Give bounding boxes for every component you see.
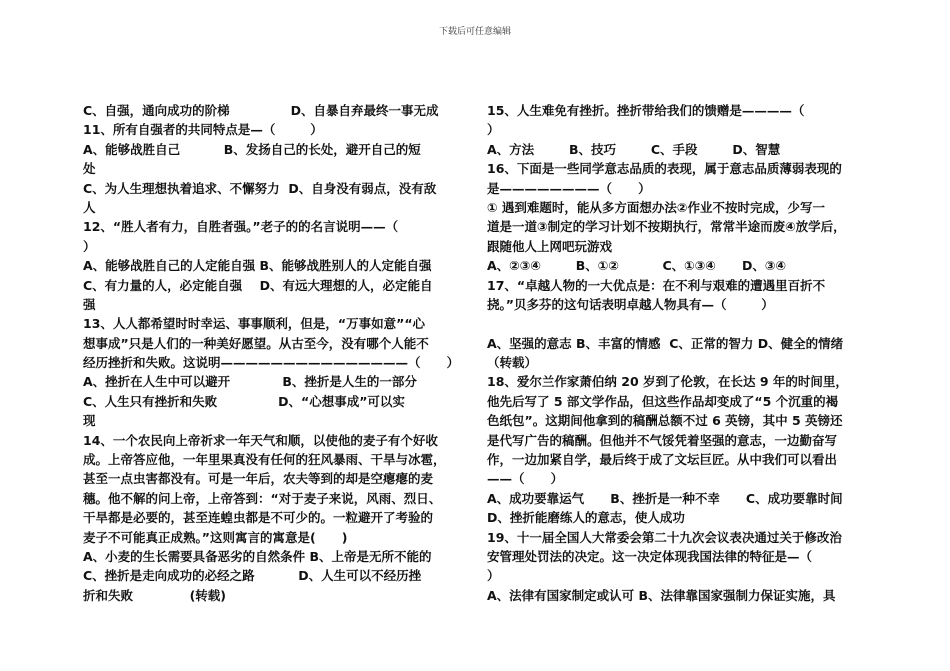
right-column <box>487 101 880 605</box>
text-line: 他先后写了 5 部文学作品，但这些作品却变成了“5 个沉重的褐 <box>487 393 839 409</box>
text-line: A、②③④ B、①② C、①③④ D、③④ <box>487 258 787 274</box>
text-line: 人 <box>83 199 96 215</box>
text-line: 16、下面是一些同学意志品质的表现，属于意志品质薄弱表现的 <box>487 161 842 177</box>
text-line: A、坚强的意志 B、丰富的情感 C、正常的智力 D、健全的情绪 <box>487 335 844 351</box>
text-line: C、人生只有挫折和失败 D、“心想事成”可以实 <box>83 393 405 409</box>
text-line: 挠。”贝多芬的这句话表明卓越人物具有—（ ） <box>487 296 774 312</box>
text-line: 17、“卓越人物的一大优点是：在不利与艰难的遭遇里百折不 <box>487 277 826 293</box>
text-line: A、能够战胜自己 B、发扬自己的长处，避开自己的短 <box>83 141 421 157</box>
page-header: 下载后可任意编辑 <box>438 27 511 37</box>
text-line: A、挫折在人生中可以避开 B、挫折是人生的一部分 <box>83 374 417 390</box>
text-line: A、法律有国家制定或认可 B、法律靠国家强制力保证实施，具 <box>487 587 836 603</box>
text-line: 道是一道③制定的学习计划不按期执行，常常半途而废④放学后， <box>487 219 846 235</box>
text-line: ——（ ） <box>487 471 564 487</box>
left-column <box>83 101 478 605</box>
text-line: 18、爱尔兰作家萧伯纳 20 岁到了伦敦，在长达 9 年的时间里， <box>487 374 848 390</box>
text-line: ） <box>83 238 96 254</box>
text-line: 12、“胜人者有力，自胜者强。”老子的的名言说明——（ <box>83 219 399 235</box>
text-line: A、成功要靠运气 B、挫折是一种不幸 C、成功要靠时间 <box>487 490 843 506</box>
text-line: 14、一个农民向上帝祈求一年天气和顺，以使他的麦子有个好收 <box>83 432 438 448</box>
text-line: 甚至一点虫害都没有。可是一年后，农夫等到的却是空瘪瘪的麦 <box>83 471 434 487</box>
text-line: C、自强，通向成功的阶梯 D、自暴自弃最终一事无成 <box>83 103 439 118</box>
text-line: D、挫折能磨练人的意志，使人成功 <box>487 510 685 526</box>
text-line: 强 <box>83 296 96 312</box>
text-line: 19、十一届全国人大常委会第二十九次会议表决通过关于修改治 <box>487 529 842 545</box>
text-line: 穗。他不解的问上帝，上帝答到：“对于麦子来说，风雨、烈日、 <box>83 490 442 506</box>
text-line: ） <box>487 122 500 138</box>
text-line: C、为人生理想执着追求、不懈努力 D、自身没有弱点，没有敌 <box>83 180 437 196</box>
text-line <box>487 314 880 333</box>
text-line: 安管理处罚法的决定。这一决定体现我国法律的特征是—（ <box>487 548 813 564</box>
text-line: 11、所有自强者的共同特点是—（ ） <box>83 122 323 138</box>
text-line: 处 <box>83 161 96 177</box>
text-line: 作，一边加紧自学，最后终于成了文坛巨匠。从中我们可以看出 <box>487 452 838 468</box>
text-line: A、方法 B、技巧 C、手段 D、智慧 <box>487 141 781 157</box>
text-line: 13、人人都希望时时幸运、事事顺利，但是，“万事如意”“心 <box>83 316 426 332</box>
text-line: C、有力量的人，必定能自强 D、有远大理想的人，必定能自 <box>83 277 433 293</box>
text-line: 想事成”只是人们的一种美好愿望。从古至今，没有哪个人能不 <box>83 335 429 351</box>
text-line: 成。上帝答应他，一年里果真没有任何的狂风暴雨、干旱与冰雹， <box>83 452 446 468</box>
text-line: 15、人生难免有挫折。挫折带给我们的馈赠是————（ <box>487 103 805 118</box>
text-line: A、小麦的生长需要具备恶劣的自然条件 B、上帝是无所不能的 <box>83 548 432 564</box>
text-line: 干旱都是必要的，甚至连蝗虫都是不可少的。一粒避开了考验的 <box>83 510 434 526</box>
text-line: （转载） <box>487 355 538 371</box>
text-line: ① 遇到难题时，能从多方面想办法②作业不按时完成，少写一 <box>487 199 826 215</box>
text-line: 麦子不可能真正成熟。”这则寓言的寓意是( ) <box>83 529 348 545</box>
text-line: 是————————（ ） <box>487 180 651 196</box>
text-line: 色纸包”。这期间他拿到的稿酬总额不过 6 英镑，其中 5 英镑还 <box>487 413 843 429</box>
text-line: 跟随他人上网吧玩游戏 <box>487 238 613 254</box>
text-line: C、挫折是走向成功的必经之路 D、人生可以不经历挫 <box>83 568 422 584</box>
text-line: 折和失败 (转载) <box>83 587 226 603</box>
text-line: 现 <box>83 413 96 429</box>
text-line: A、能够战胜自己的人定能自强 B、能够战胜别人的人定能自强 <box>83 258 432 274</box>
text-line: ） <box>487 568 500 584</box>
text-line: 是代写广告的稿酬。但他并不气馁凭着坚强的意志，一边勤奋写 <box>487 432 838 448</box>
text-line: 经历挫折和失败。这说明———————————————（ ） <box>83 355 460 371</box>
